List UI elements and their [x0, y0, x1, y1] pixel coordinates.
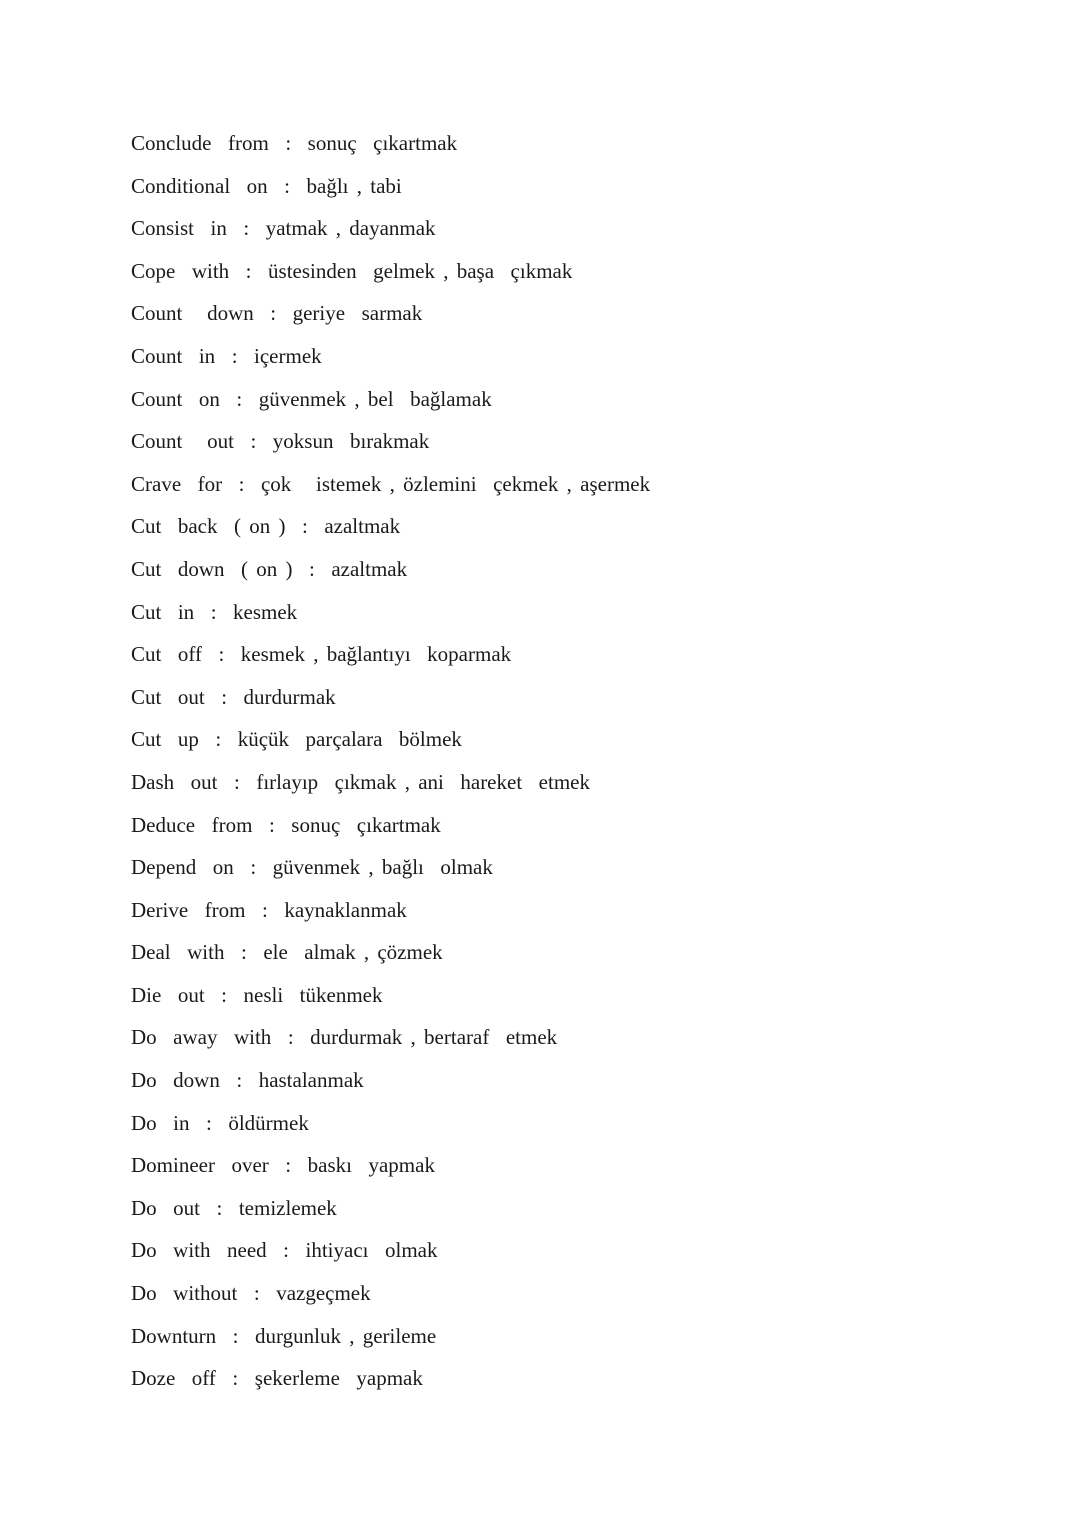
separator: : [233, 855, 273, 880]
separator: : [226, 216, 266, 241]
list-item [131, 1193, 1031, 1236]
phrasal-verb: Cut off [131, 642, 202, 667]
separator: : [215, 1366, 255, 1391]
phrasal-verb: Deal with [131, 940, 225, 965]
separator: : [215, 343, 255, 368]
translation: temizlemek [238, 1195, 337, 1220]
separator: : [267, 173, 307, 198]
phrasal-verb: Do down [131, 1068, 220, 1093]
phrasal-verb: Cut out [131, 684, 205, 709]
translation: şekerleme yapmak [254, 1366, 423, 1391]
separator: : [271, 1025, 311, 1050]
translation: vazgeçmek [276, 1281, 371, 1306]
separator: : [189, 1110, 229, 1135]
translation: kesmek [233, 599, 298, 624]
translation: kaynaklanmak [284, 897, 407, 922]
list-item [131, 341, 1031, 384]
phrasal-verb: Do with need [131, 1238, 267, 1263]
list-item [131, 1065, 1031, 1108]
translation: durdurmak , bertaraf etmek [310, 1025, 558, 1050]
separator: : [268, 131, 308, 155]
phrasal-verb: Do out [131, 1195, 200, 1220]
translation: güvenmek , bağlı olmak [272, 855, 493, 880]
separator: : [219, 1068, 259, 1093]
list-item [131, 810, 1031, 853]
list-item [131, 554, 1031, 597]
translation: bağlı , tabi [306, 173, 402, 198]
list-item [131, 1278, 1031, 1321]
phrasal-verb: Doze off [131, 1366, 216, 1391]
translation: durdurmak [243, 684, 336, 709]
list-item [131, 1150, 1031, 1193]
list-item [131, 213, 1031, 256]
phrasal-verb: Conclude from [131, 131, 269, 155]
separator: : [245, 897, 285, 922]
list-item [131, 469, 1031, 512]
phrasal-verb: Downturn [131, 1323, 217, 1348]
separator: : [253, 301, 293, 326]
list-item [131, 767, 1031, 810]
list-item [131, 1321, 1031, 1364]
phrasal-verb: Count in [131, 343, 216, 368]
list-item [131, 256, 1031, 299]
phrasal-verb: Crave for [131, 471, 223, 496]
phrasal-verb: Cope with [131, 258, 230, 283]
translation: ele almak , çözmek [263, 940, 443, 965]
phrasal-verb: Do without [131, 1281, 238, 1306]
list-item [131, 171, 1031, 214]
phrasal-verb: Consist in [131, 216, 227, 241]
translation: fırlayıp çıkmak , ani hareket etmek [256, 769, 590, 794]
translation: azaltmak [331, 556, 408, 581]
phrasal-verb: Count on [131, 386, 220, 411]
translation: yoksun bırakmak [272, 429, 430, 454]
translation: üstesinden gelmek , başa çıkmak [268, 258, 573, 283]
separator: : [201, 642, 241, 667]
separator: : [219, 386, 259, 411]
phrasal-verb: Deduce from [131, 812, 253, 837]
list-item [131, 980, 1031, 1023]
phrasal-verb: Do in [131, 1110, 190, 1135]
phrasal-verb: Die out [131, 982, 205, 1007]
list-item [131, 384, 1031, 427]
list-item [131, 1235, 1031, 1278]
phrasal-verb: Count down [131, 301, 254, 326]
separator: : [204, 982, 244, 1007]
translation: küçük parçalara bölmek [237, 727, 462, 752]
list-item [131, 298, 1031, 341]
translation: nesli tükenmek [243, 982, 383, 1007]
phrasal-verb: Domineer over [131, 1153, 269, 1178]
list-item [131, 639, 1031, 682]
translation: çok istemek , özlemini çekmek , aşermek [260, 471, 651, 496]
list-item [131, 937, 1031, 980]
separator: : [237, 1281, 277, 1306]
translation: kesmek , bağlantıyı koparmak [240, 642, 512, 667]
translation: yatmak , dayanmak [265, 216, 436, 241]
translation: içermek [254, 343, 322, 368]
separator: : [268, 1153, 308, 1178]
translation: baskı yapmak [307, 1153, 435, 1178]
separator: : [194, 599, 234, 624]
translation: durgunluk , gerileme [255, 1323, 437, 1348]
list-item [131, 597, 1031, 640]
separator: : [285, 514, 325, 539]
list-item [131, 682, 1031, 725]
phrasal-verb: Dash out [131, 769, 218, 794]
separator: : [233, 429, 273, 454]
separator: : [204, 684, 244, 709]
list-item [131, 895, 1031, 938]
separator: : [292, 556, 332, 581]
translation: öldürmek [228, 1110, 309, 1135]
separator: : [198, 727, 238, 752]
phrasal-verb: Cut back ( on ) [131, 514, 286, 539]
separator: : [266, 1238, 306, 1263]
list-item [131, 1363, 1031, 1406]
separator: : [252, 812, 292, 837]
list-item [131, 128, 1031, 171]
translation: sonuç çıkartmak [307, 131, 458, 155]
phrasal-verb: Cut in [131, 599, 195, 624]
phrasal-verb: Count out [131, 429, 234, 454]
translation: hastalanmak [258, 1068, 364, 1093]
list-item [131, 426, 1031, 469]
phrasal-verb: Depend on [131, 855, 234, 880]
translation: azaltmak [324, 514, 401, 539]
translation: güvenmek , bel bağlamak [258, 386, 492, 411]
list-item [131, 1108, 1031, 1151]
translation: ihtiyacı olmak [305, 1238, 438, 1263]
separator: : [222, 471, 261, 496]
list-item [131, 852, 1031, 895]
phrasal-verb: Cut up [131, 727, 199, 752]
separator: : [200, 1195, 239, 1220]
phrasal-verb: Do away with [131, 1025, 272, 1050]
separator: : [216, 1323, 256, 1348]
separator: : [217, 769, 257, 794]
translation: sonuç çıkartmak [291, 812, 441, 837]
phrasal-verb: Derive from [131, 897, 246, 922]
list-item [131, 724, 1031, 767]
translation: geriye sarmak [292, 301, 423, 326]
list-item [131, 511, 1031, 554]
separator: : [224, 940, 264, 965]
separator: : [229, 258, 269, 283]
list-item [131, 1022, 1031, 1065]
phrasal-verb: Conditional on [131, 173, 268, 198]
vocabulary-list [131, 128, 1031, 1406]
phrasal-verb: Cut down ( on ) [131, 556, 293, 581]
